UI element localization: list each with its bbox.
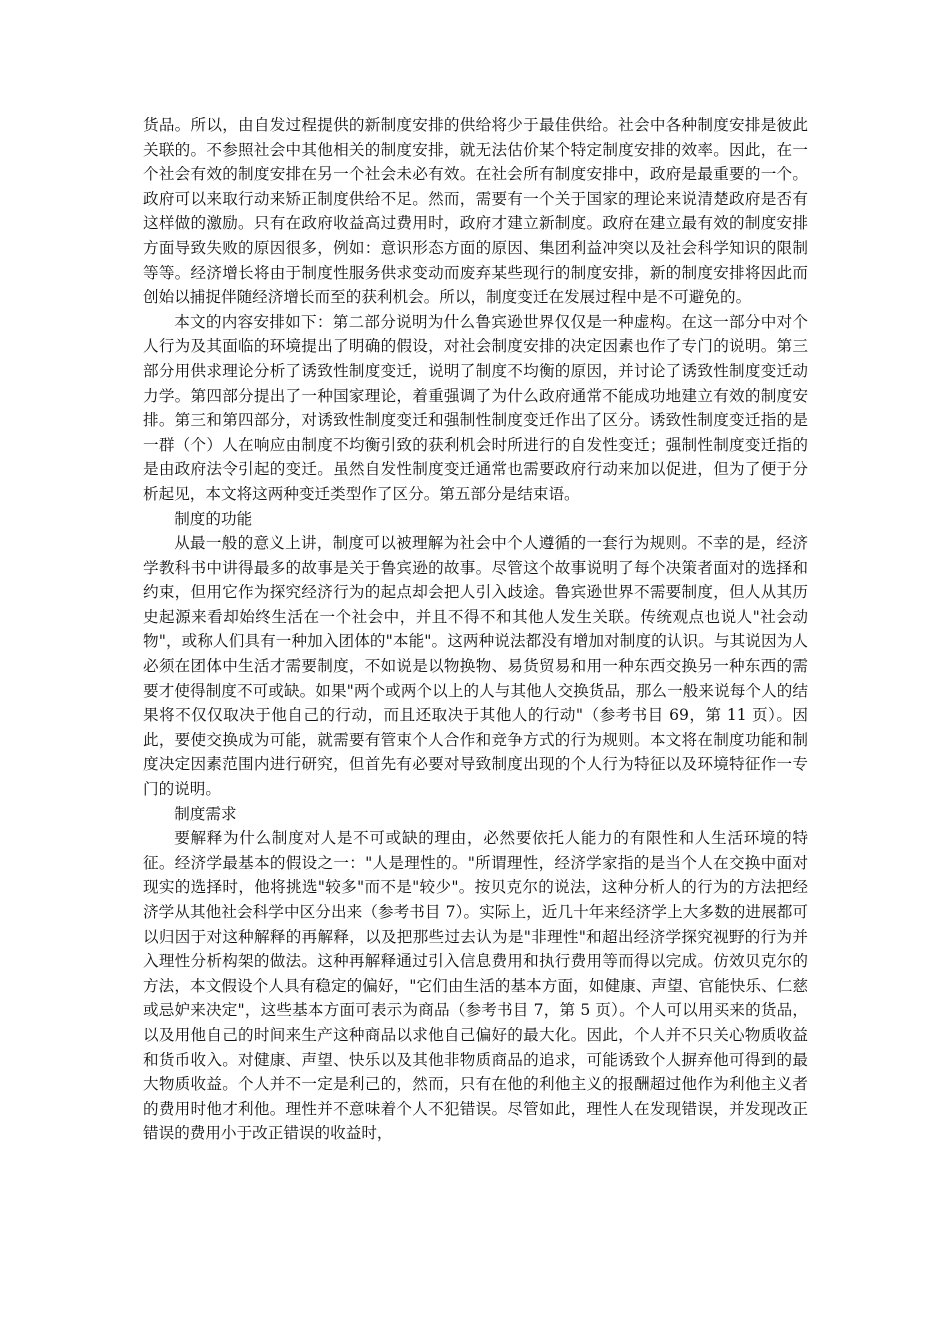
section-heading: 制度的功能 bbox=[174, 509, 253, 528]
section-heading: 制度需求 bbox=[174, 804, 237, 823]
body-paragraph: 要解释为什么制度对人是不可或缺的理由，必然要依托人能力的有限性和人生活环境的特征。经济学最基本的假设之一："人是理性的。"所谓理性，经济学家指的是当个人在交换中面对现实的选择时，他将挑选"较多"而不是"较少"。按贝克尔的说法，这种分析人的行为的方法把经济学从其他社会科学中区分出来（参考书目 7）。实际上，近几十年来经济学上大多数的进展都可以归因于对这种解释的再解释，以及把那些过去认为是"非理性"和超出经济学探究视野的行为并入理性分析构架的做法。这种再解释通过引入信息费用和执行费用等而得以完成。仿效贝克尔的方法，本文假设个人具有稳定的偏好，"它们由生活的基本方面，如健康、声望、官能快乐、仁慈或忌妒来决定"，这些基本方面可表示为商品（参考书目 7，第 5 页）。个人可以用买来的货品，以及用他自己的时间来生产这种商品以求他自己偏好的最大化。因此，个人并不只关心物质收益和货币收入。对健康、声望、快乐以及其他非物质商品的追求，可能诱致个人摒弃他可得到的最大物质收益。个人并不一定是利己的，然而，只有在他的利他主义的报酬超过他作为利他主义者的费用时他才利他。理性并不意味着个人不犯错误。尽管如此，理性人在发现错误，并发现改正错误的费用小于改正错误的收益时， bbox=[143, 829, 808, 1143]
body-paragraph: 从最一般的意义上讲，制度可以被理解为社会中个人遵循的一套行为规则。不幸的是，经济学教科书中讲得最多的故事是关于鲁宾逊的故事。尽管这个故事说明了每个决策者面对的选择和约束，但用它作为探究经济行为的起点却会把人引入歧途。鲁宾逊世界不需要制度，但人从其历史起源来看却始终生活在一个社会中，并且不得不和其他人发生关联。传统观点也说人"社会动物"，或称人们具有一种加入团体的"本能"。这两种说法都没有增加对制度的认识。与其说因为人必须在团体中生活才需要制度，不如说是以物换物、易货贸易和用一种东西交换另一种东西的需要才使得制度不可或缺。如果"两个或两个以上的人与其他人交换货品，那么一般来说每个人的结果将不仅仅取决于他自己的行动，而且还取决于其他人的行动"（参考书目 69，第 11 页）。因此，要使交换成为可能，就需要有管束个人合作和竞争方式的行为规则。本文将在制度功能和制度决定因素范围内进行研究，但首先有必要对导致制度出现的个人行为特征以及环境特征作一专门的说明。 bbox=[143, 534, 808, 799]
document-page bbox=[143, 113, 808, 1146]
body-paragraph: 本文的内容安排如下：第二部分说明为什么鲁宾逊世界仅仅是一种虚构。在这一部分中对个人行为及其面临的环境提出了明确的假设，对社会制度安排的决定因素也作了专门的说明。第三部分用供求理论分析了诱致性制度变迁，说明了制度不均衡的原因，并讨论了诱致性制度变迁动力学。第四部分提出了一种国家理论，着重强调了为什么政府通常不能成功地建立有效的制度安排。第三和第四部分，对诱致性制度变迁和强制性制度变迁作出了区分。诱致性制度变迁指的是一群（个）人在响应由制度不均衡引致的获利机会时所进行的自发性变迁；强制性制度变迁指的是由政府法令引起的变迁。虽然自发性制度变迁通常也需要政府行动来加以促进，但为了便于分析起见，本文将这两种变迁类型作了区分。第五部分是结束语。 bbox=[143, 312, 808, 503]
body-paragraph: 货品。所以，由自发过程提供的新制度安排的供给将少于最佳供给。社会中各种制度安排是彼此关联的。不参照社会中其他相关的制度安排，就无法估价某个特定制度安排的效率。因此，在一个社会有效的制度安排在另一个社会未必有效。在社会所有制度安排中，政府是最重要的一个。政府可以来取行动来矫正制度供给不足。然而，需要有一个关于国家的理论来说清楚政府是否有这样做的激励。只有在政府收益高过费用时，政府才建立新制度。政府在建立最有效的制度安排方面导致失败的原因很多，例如：意识形态方面的原因、集团利益冲突以及社会科学知识的限制等等。经济增长将由于制度性服务供求变动而废弃某些现行的制度安排，新的制度安排将因此而创始以捕捉伴随经济增长而至的获利机会。所以，制度变迁在发展过程中是不可避免的。 bbox=[143, 116, 808, 307]
